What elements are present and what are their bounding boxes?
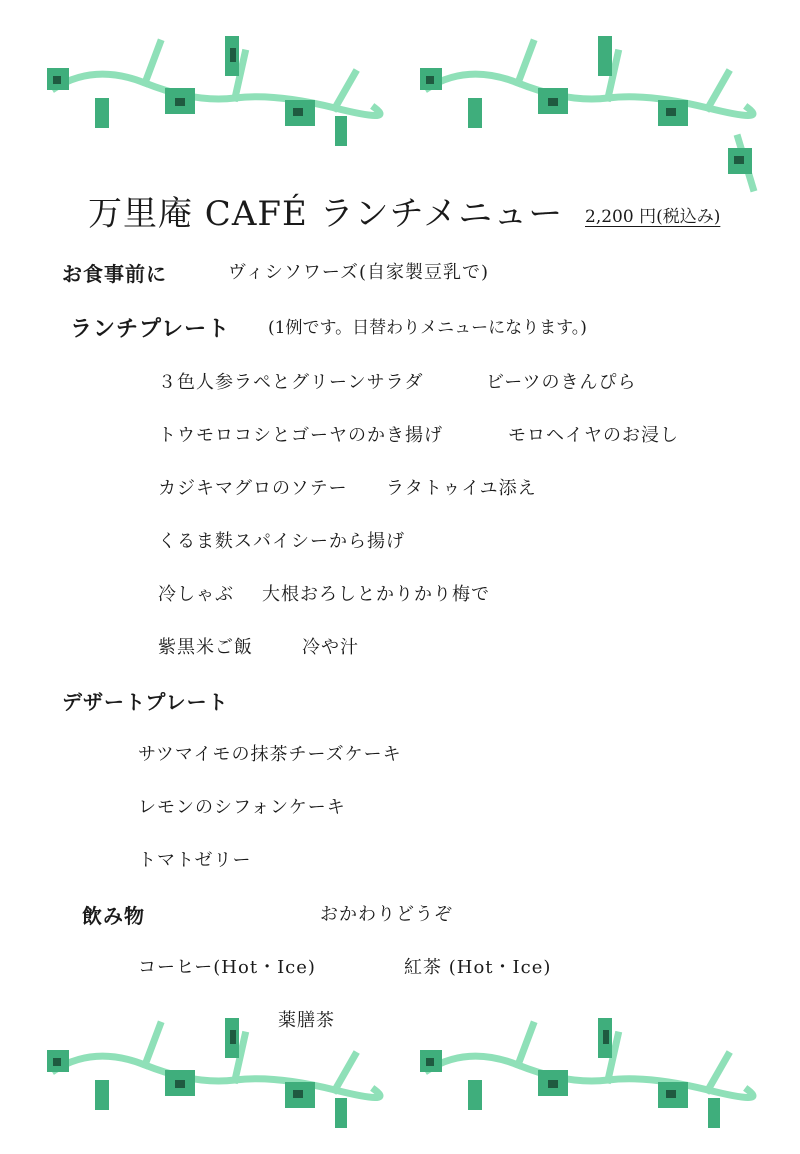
lunch-item: トウモロコシとゴーヤのかき揚げ: [158, 425, 443, 446]
drinks-note: おかわりどうぞ: [320, 904, 453, 925]
dessert-plate-heading: デザートプレート: [62, 690, 229, 714]
dessert-item: サツマイモの抹茶チーズケーキ: [138, 744, 402, 765]
lunch-item: ３色人参ラペとグリーンサラダ: [158, 372, 424, 393]
starter-heading: お食事前に: [62, 262, 167, 286]
lunch-item: ビーツのきんぴら: [486, 372, 637, 393]
vine-decoration-top-right: [408, 28, 768, 198]
lunch-item: 大根おろしとかりかり梅で: [262, 584, 490, 605]
dessert-item: トマトゼリー: [138, 850, 252, 871]
lunch-plate-heading: ランチプレート: [70, 316, 231, 342]
drink-item-tea: 紅茶 (Hot・Ice): [404, 957, 552, 978]
starter-item: ヴィシソワーズ(自家製豆乳で): [228, 262, 490, 283]
drink-item-herbal: 薬膳茶: [278, 1010, 335, 1031]
lunch-item: ラタトゥイユ添え: [386, 478, 537, 499]
price-label: 2,200 円(税込み): [585, 207, 721, 227]
lunch-item: カジキマグロのソテー: [158, 478, 348, 499]
lunch-item: 冷しゃぶ: [158, 584, 234, 605]
drinks-heading: 飲み物: [82, 904, 145, 928]
drink-item-coffee: コーヒー(Hot・Ice): [138, 957, 316, 978]
vine-decoration-top-left: [35, 28, 385, 153]
vine-decoration-bottom-right: [408, 1010, 758, 1135]
lunch-item: 冷や汁: [302, 637, 359, 658]
menu-title: 万里庵 CAFÉ ランチメニュー: [88, 194, 564, 234]
lunch-item: くるま麩スパイシーから揚げ: [158, 531, 405, 552]
lunch-item: 紫黒米ご飯: [158, 637, 253, 658]
dessert-item: レモンのシフォンケーキ: [138, 797, 346, 818]
lunch-plate-note: (1例です。日替わりメニューになります。): [268, 318, 587, 338]
lunch-item: モロヘイヤのお浸し: [508, 425, 679, 446]
